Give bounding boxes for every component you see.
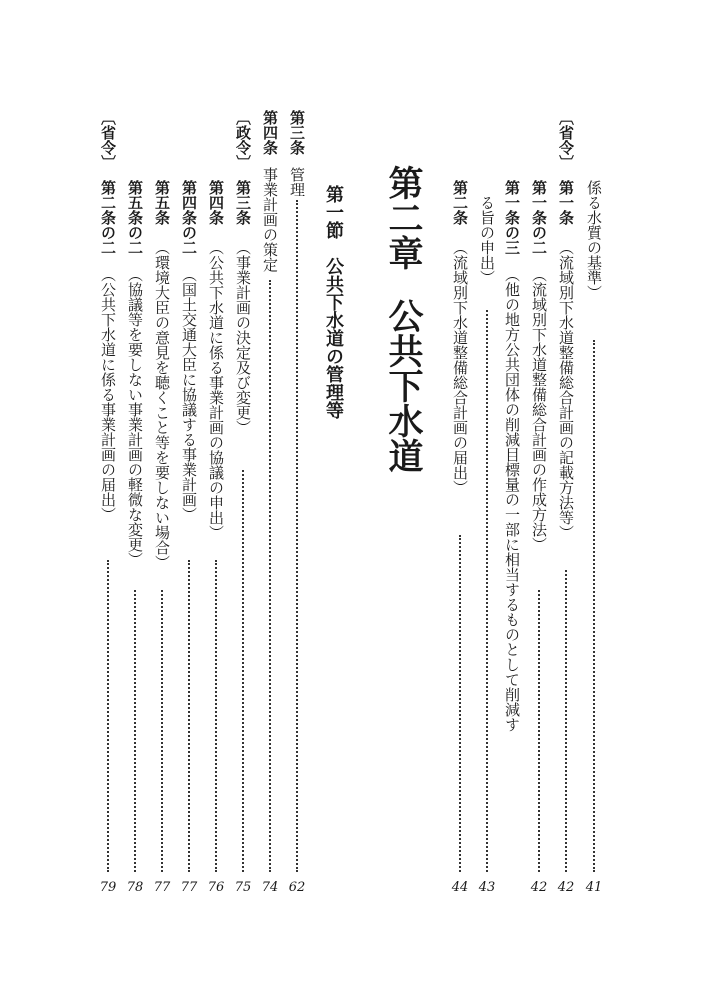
page-number: 41: [585, 880, 603, 895]
article-label: 第五条: [153, 180, 171, 225]
article-label: 第四条: [207, 180, 225, 225]
page-number: 62: [288, 880, 306, 895]
dot-leader: [215, 560, 217, 872]
page-number: 76: [207, 880, 225, 895]
page-number: 42: [557, 880, 575, 895]
entry-text: （公共下水道に係る事業計画の届出）: [99, 267, 117, 522]
page-number: 75: [234, 880, 252, 895]
entry-text: （他の地方公共団体の削減目標量の一部に相当するものとして削減す: [503, 267, 521, 732]
article-label: 第三条: [288, 110, 306, 155]
article-label: 第一条: [557, 180, 575, 225]
section-heading: [324, 185, 342, 435]
entry-text: （公共下水道に係る事業計画の協議の申出）: [207, 240, 225, 540]
chapter-number: 第二章: [383, 165, 423, 270]
chapter-heading: [383, 165, 423, 473]
entry-text: （環境大臣の意見を聴くこと等を要しない場合）: [153, 240, 171, 570]
entry-text: （国土交通大臣に協議する事業計画）: [180, 267, 198, 522]
page-number: 77: [180, 880, 198, 895]
article-label: 第五条の二: [126, 180, 144, 255]
page-number: 78: [126, 880, 144, 895]
entry-text: （事業計画の決定及び変更）: [234, 240, 252, 435]
page-number: 77: [153, 880, 171, 895]
dot-leader: [107, 560, 109, 872]
category-label: 〔政令〕: [234, 110, 252, 170]
entry-text: 管理: [288, 167, 306, 197]
page-number: 44: [451, 880, 469, 895]
article-label: 第二条の二: [99, 180, 117, 255]
entry-text: 係る水質の基準）: [585, 180, 603, 300]
entry-text: （流域別下水道整備総合計画の記載方法等）: [557, 240, 575, 540]
section-title: 公共下水道の管理等: [323, 257, 344, 419]
article-label: 第三条: [234, 180, 252, 225]
article-label: 第二条: [451, 180, 469, 225]
page-number: 74: [261, 880, 279, 895]
dot-leader: [486, 310, 488, 872]
chapter-title: 公共下水道: [383, 298, 423, 473]
entry-text: 事業計画の策定: [261, 167, 279, 272]
category-label: 〔省令〕: [99, 110, 117, 170]
toc-entry: [504, 180, 519, 970]
page-number: 42: [530, 880, 548, 895]
article-label: 第一条の三: [503, 180, 521, 255]
dot-leader: [134, 590, 136, 872]
entry-text: （流域別下水道整備総合計画の届出）: [451, 240, 469, 495]
dot-leader: [538, 590, 540, 872]
category-label: 〔省令〕: [557, 110, 575, 170]
dot-leader: [242, 470, 244, 872]
dot-leader: [565, 570, 567, 872]
article-label: 第四条: [261, 110, 279, 155]
entry-text: る旨の申出）: [478, 195, 496, 285]
dot-leader: [459, 535, 461, 872]
article-label: 第一条の二: [530, 180, 548, 255]
dot-leader: [161, 590, 163, 872]
dot-leader: [296, 200, 298, 872]
dot-leader: [593, 340, 595, 872]
dot-leader: [188, 560, 190, 872]
article-label: 第四条の二: [180, 180, 198, 255]
page-number: 79: [99, 880, 117, 895]
page-number: 43: [478, 880, 496, 895]
section-number: 第一節: [323, 185, 344, 239]
entry-text: （協議等を要しない事業計画の軽微な変更）: [126, 267, 144, 567]
dot-leader: [269, 280, 271, 872]
entry-text: （流域別下水道整備総合計画の作成方法）: [530, 267, 548, 552]
